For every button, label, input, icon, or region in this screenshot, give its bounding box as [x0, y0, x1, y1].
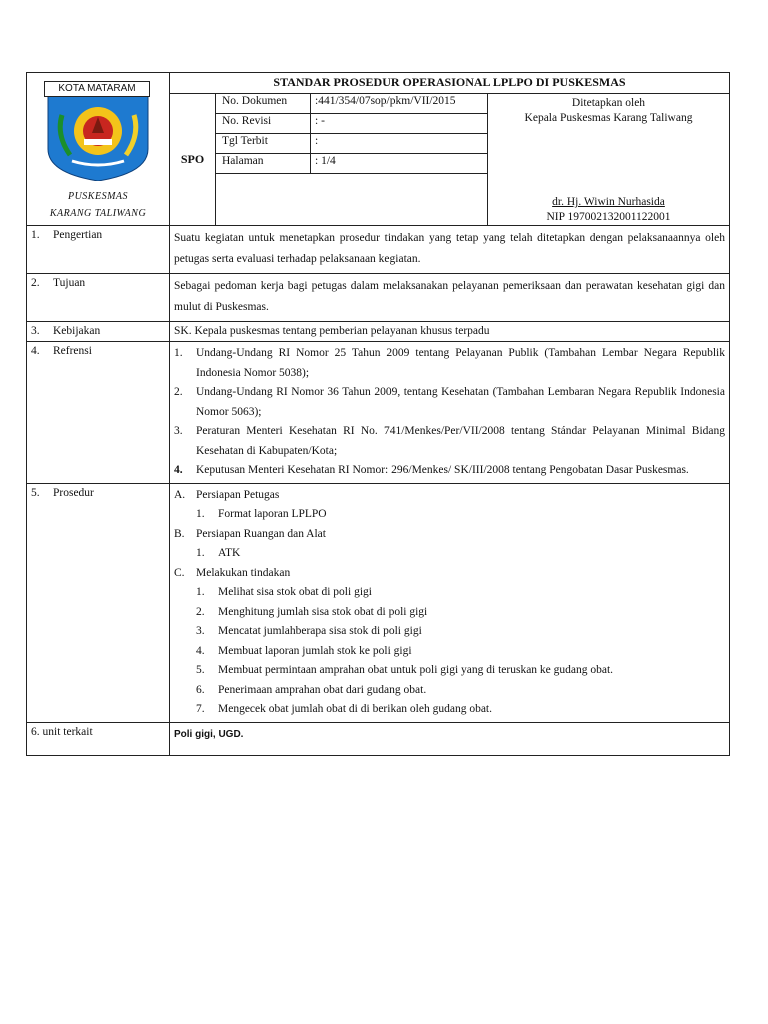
city-emblem: [42, 81, 154, 181]
approval-line1: Ditetapkan oleh: [571, 97, 646, 109]
list-item: 2. Menghitung jumlah sisa stok obat di poli gigi: [196, 605, 428, 618]
list-item: 5. Membuat permintaan amprahan obat untuk poli gigi yang di teruskan ke gudang obat.: [196, 664, 614, 676]
field-value: : 1/4: [311, 154, 488, 174]
section-prosedur: [27, 483, 730, 722]
sop-document: [26, 72, 730, 756]
signer-nip: NIP 197002132001122001: [546, 211, 671, 223]
list-item: 1. Melihat sisa stok obat di poli gigi: [196, 586, 372, 598]
section-number: 5.: [31, 486, 40, 499]
section-number: 3.: [31, 325, 40, 337]
section-label: Tujuan: [53, 277, 86, 289]
list-item: 4. Keputusan Menteri Kesehatan RI Nomor: 296/Menkes/ SK/III/2008 tentang Pengobatan Dasar Puskesmas.: [174, 464, 689, 476]
field-value: :441/354/07sop/pkm/VII/2015: [311, 94, 488, 114]
section-number: 4.: [31, 345, 40, 357]
list-item: 2. Undang-Undang RI Nomor 36 Tahun 2009, tentang Kesehatan (Tambahan Lembaran Negara Republik Indonesia Nomor 5063);: [174, 386, 725, 418]
section-text: Poli gigi, UGD.: [170, 722, 730, 755]
section-text: Sebagai pedoman kerja bagi petugas dalam melaksanakan pelayanan pemeriksaan dan perawatan kesehatan gigi dan mulut di Puskesmas.: [170, 274, 730, 322]
section-label: Kebijakan: [53, 325, 101, 337]
procedure-list: [170, 483, 730, 722]
procedure-group-c: C. Melakukan tindakan: [174, 566, 291, 579]
section-label: Prosedur: [53, 486, 94, 499]
list-item: 7. Mengecek obat jumlah obat di di berikan oleh gudang obat.: [196, 703, 493, 715]
sop-table: [26, 72, 730, 756]
list-item: 6. Penerimaan amprahan obat dari gudang obat.: [196, 683, 427, 696]
field-value: :: [311, 134, 488, 154]
reference-list: [170, 342, 730, 484]
document-title: STANDAR PROSEDUR OPERASIONAL LPLPO DI PUSKESMAS: [170, 73, 730, 94]
section-label: Pengertian: [53, 229, 103, 241]
approval-cell: [488, 94, 730, 226]
field-key: No. Revisi: [216, 114, 311, 134]
list-item: 1. ATK: [196, 547, 241, 559]
section-kebijakan: [27, 322, 730, 342]
spo-label: SPO: [170, 94, 216, 226]
section-pengertian: [27, 226, 730, 274]
procedure-group-a: A. Persiapan Petugas: [174, 488, 280, 501]
section-text: Suatu kegiatan untuk menetapkan prosedur tindakan yang tetap yang telah ditetapkan dengan pelaksanaannya oleh petugas serta evaluasi terhadap pelaksanaan kegiatan.: [170, 226, 730, 274]
list-item: 1. Format laporan LPLPO: [196, 508, 327, 520]
section-tujuan: [27, 274, 730, 322]
document-info: [216, 94, 488, 226]
document-info-table: [216, 94, 487, 222]
section-number: 2.: [31, 277, 40, 289]
section-number: 1.: [31, 229, 40, 241]
list-item: 4. Membuat laporan jumlah stok ke poli gigi: [196, 644, 412, 657]
field-value: : -: [311, 114, 488, 134]
section-refrensi: [27, 342, 730, 484]
emblem-label: KOTA MATARAM: [44, 81, 150, 97]
list-item: 1. Undang-Undang RI Nomor 25 Tahun 2009 tentang Pelayanan Publik (Tambahan Lembar Negara Republik Indonesia Nomor 5038);: [174, 347, 725, 379]
list-item: 3. Peraturan Menteri Kesehatan RI No. 741/Menkes/Per/VII/2008 tentang Stándar Pelayanan Minimal Bidang Kesehatan di Kabupaten/Kota;: [174, 425, 725, 457]
section-label: 6. unit terkait: [27, 722, 170, 755]
signer-name: dr. Hj. Wiwin Nurhasida: [552, 196, 665, 208]
field-key: Halaman: [216, 154, 311, 174]
logo-cell: [27, 73, 170, 226]
org-name-line1: PUSKESMAS: [67, 191, 129, 202]
section-unit-terkait: [27, 722, 730, 755]
section-text: SK. Kepala puskesmas tentang pemberian pelayanan khusus terpadu: [170, 322, 730, 342]
field-key: Tgl Terbit: [216, 134, 311, 154]
list-item: 3. Mencatat jumlahberapa sisa stok di poli gigi: [196, 625, 422, 637]
field-key: No. Dokumen: [216, 94, 311, 114]
procedure-group-b: B. Persiapan Ruangan dan Alat: [174, 527, 326, 540]
org-name-line2: KARANG TALIWANG: [49, 208, 147, 219]
section-label: Refrensi: [53, 345, 92, 357]
approval-line2: Kepala Puskesmas Karang Taliwang: [524, 112, 693, 124]
